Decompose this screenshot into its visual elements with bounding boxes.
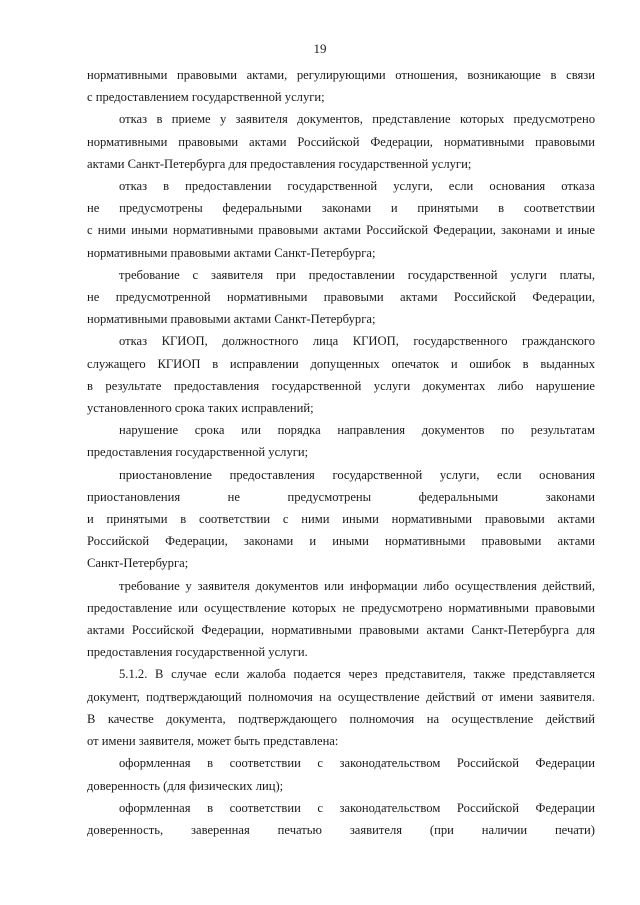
- text-line: оформленная в соответствии с законодательством Российской Федерации: [119, 756, 595, 771]
- paragraph: [87, 663, 595, 752]
- text-line: требование у заявителя документов или информации либо осуществления действий,: [119, 578, 595, 593]
- text-line: Российской Федерации, законами и иными нормативными правовыми актами: [87, 534, 595, 549]
- text-line: В качестве документа, подтверждающего полномочия на осуществление действий: [87, 711, 595, 726]
- text-line: нарушение срока или порядка направления документов по результатам: [119, 423, 595, 438]
- text-line: доверенность, заверенная печатью заявителя (при наличии печати): [87, 822, 595, 837]
- text-line: нормативными правовыми актами Санкт-Петербурга;: [87, 312, 376, 327]
- text-line: нормативными правовыми актами Российской Федерации, нормативными правовыми: [87, 134, 595, 149]
- text-line: предоставление или осуществление которых не предусмотрено нормативными правовыми: [87, 600, 595, 615]
- text-line: 5.1.2. В случае если жалоба подается через представителя, также представляется: [119, 667, 595, 682]
- paragraph: [87, 108, 595, 175]
- text-line: предоставления государственной услуги.: [87, 645, 308, 660]
- text-line: с ними иными нормативными правовыми актами Российской Федерации, законами и иные: [87, 223, 595, 238]
- paragraph: [87, 752, 595, 796]
- text-line: оформленная в соответствии с законодательством Российской Федерации: [119, 800, 595, 815]
- paragraph: [87, 264, 595, 331]
- paragraph: [87, 797, 595, 841]
- text-line: нормативными правовыми актами Санкт-Петербурга;: [87, 245, 376, 260]
- paragraph: [87, 419, 595, 463]
- paragraph: [87, 330, 595, 419]
- text-line: отказ КГИОП, должностного лица КГИОП, государственного гражданского: [119, 334, 595, 349]
- text-line: и принятыми в соответствии с ними иными нормативными правовыми актами: [87, 512, 595, 527]
- text-line: с предоставлением государственной услуги;: [87, 90, 325, 105]
- text-line: установленного срока таких исправлений;: [87, 401, 314, 416]
- text-line: нормативными правовыми актами, регулирующими отношения, возникающие в связи: [87, 68, 595, 82]
- paragraph: [87, 464, 595, 575]
- text-line: отказ в приеме у заявителя документов, представление которых предусмотрено: [119, 112, 595, 127]
- text-line: в результате предоставления государственной услуги документах либо нарушение: [87, 378, 595, 393]
- text-line: доверенность (для физических лиц);: [87, 778, 284, 793]
- text-line: приостановление предоставления государственной услуги, если основания: [119, 467, 595, 482]
- paragraph: [87, 64, 595, 108]
- text-line: от имени заявителя, может быть представлена:: [87, 734, 339, 749]
- text-line: актами Российской Федерации, нормативными правовыми актами Санкт-Петербурга для: [87, 623, 595, 638]
- paragraph: [87, 575, 595, 664]
- text-line: приостановления не предусмотрены федеральными законами: [87, 489, 595, 504]
- document-body: [87, 64, 595, 841]
- text-line: Санкт-Петербурга;: [87, 556, 189, 571]
- text-line: требование с заявителя при предоставлении государственной услуги платы,: [119, 267, 595, 282]
- paragraph: [87, 175, 595, 264]
- text-line: документ, подтверждающий полномочия на осуществление действий от имени заявителя.: [87, 689, 595, 704]
- text-line: не предусмотренной нормативными правовыми актами Российской Федерации,: [87, 290, 595, 305]
- text-line: отказ в предоставлении государственной услуги, если основания отказа: [119, 179, 595, 194]
- page-number: 19: [313, 41, 327, 56]
- text-line: служащего КГИОП в исправлении допущенных опечаток и ошибок в выданных: [87, 356, 595, 371]
- text-line: актами Санкт-Петербурга для предоставления государственной услуги;: [87, 156, 472, 171]
- text-line: не предусмотрены федеральными законами и принятыми в соответствии: [87, 201, 595, 216]
- text-line: предоставления государственной услуги;: [87, 445, 309, 460]
